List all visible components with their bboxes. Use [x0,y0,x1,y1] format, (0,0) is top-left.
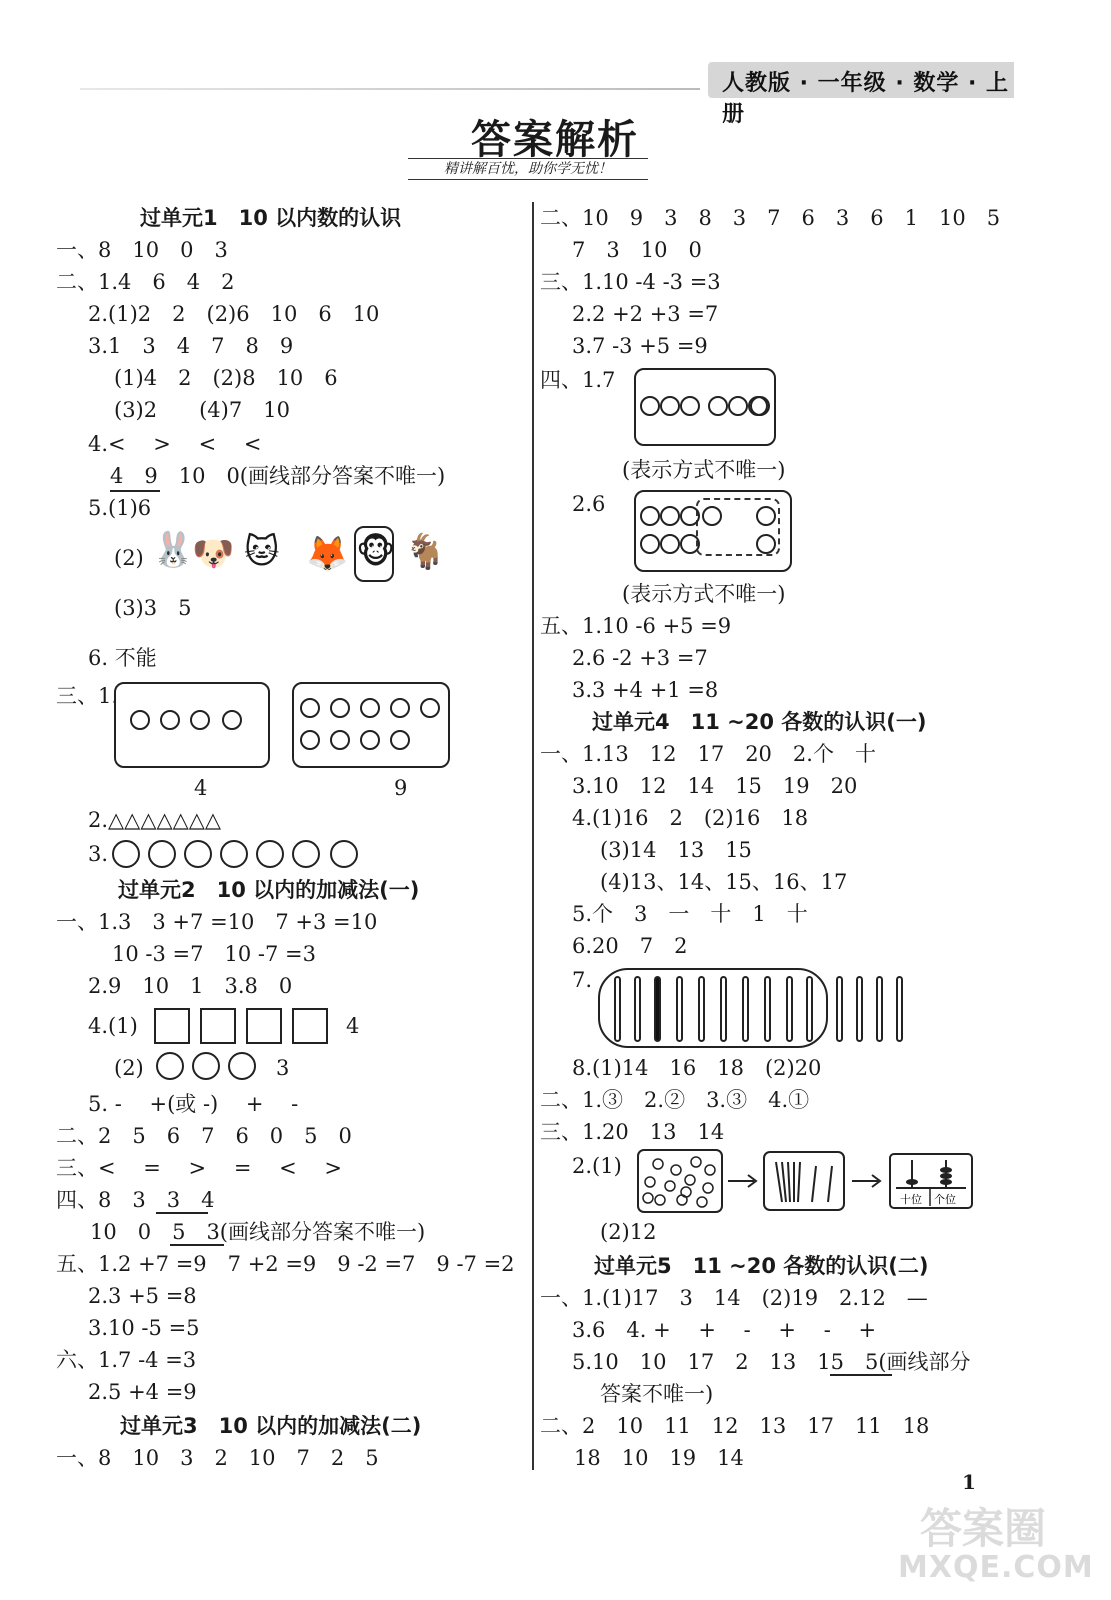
bead [940,1179,952,1185]
column-divider [532,202,534,1470]
answer-line: 答案不唯一) [600,1382,714,1406]
counting-diagram [636,1148,976,1214]
answer-line: (3)2 (4)7 10 [114,398,290,422]
watermark-text: 答案圈 [920,1504,1047,1553]
circle-mark [228,1052,256,1080]
answer-line: 二、2 5 6 7 6 0 5 0 [56,1124,352,1148]
answer-underline [110,490,160,492]
unit3-heading: 过单元3 10 以内的加减法(二) [120,1414,422,1438]
bead [940,1173,952,1179]
answer-line: 10 0 5 3(画线部分答案不唯一) [90,1220,426,1244]
stick-mark [698,976,705,1042]
circle-mark [112,840,140,868]
arrow-right-icon [728,1175,756,1187]
square-mark [154,1008,190,1044]
goat-icon: 🐐 [404,532,447,572]
circle-mark [640,396,660,416]
header-rule [80,88,700,90]
circle-mark [256,840,284,868]
unit5-heading: 过单元5 11 ~20 各数的认识(二) [594,1254,929,1278]
circle-mark [130,710,150,730]
circle-mark [160,710,180,730]
answer-line: 4.< > < < [88,432,262,456]
answer-line: (2) [114,1056,144,1080]
circle-mark [360,698,380,718]
answer-line: 2.(1)2 2 (2)6 10 6 10 [88,302,380,326]
stick-mark [764,976,771,1042]
answer-line: (1)4 2 (2)8 10 6 [114,366,338,390]
watermark-url: MXQE.COM [898,1550,1094,1585]
ones-label: 个位 [934,1193,956,1206]
answer-line: 4 [346,1014,360,1038]
answer-line: 3.6 4. + + - + - + [572,1318,877,1342]
answer-line: 2.△△△△△△△ [88,808,222,832]
stick-mark [856,976,863,1042]
bead [940,1167,952,1173]
answer-line: 2.6 -2 +3 =7 [572,646,708,670]
answer-line: (2) [114,546,144,570]
watermark-logo [890,1490,1100,1590]
stick-mark [720,976,727,1042]
tens-label: 十位 [900,1193,922,1206]
dot-marks [643,1157,715,1207]
answer-line: 3.3 +4 +1 =8 [572,678,719,702]
circle-mark [390,698,410,718]
stick-mark [836,976,843,1042]
bead [906,1179,918,1185]
circle-mark [640,534,660,554]
answer-line: 2.3 +5 =8 [88,1284,197,1308]
circle-mark [300,730,320,750]
answer-line: 四、8 3 3 4 [56,1188,215,1212]
stick-mark [896,976,903,1042]
circle-mark [756,506,776,526]
circle-mark [660,396,680,416]
circle-mark [750,396,770,416]
answer-line: 三、1.20 13 14 [540,1120,725,1144]
circle-mark [680,506,700,526]
stick-mark [742,976,749,1042]
page-title: 答案解析 [471,117,639,163]
answer-line: 7. [572,968,593,992]
stick-mark [634,976,641,1042]
answer-line: 4 [194,776,208,800]
answer-line: 2.9 10 1 3.8 0 [88,974,293,998]
unit4-heading: 过单元4 11 ~20 各数的认识(一) [592,710,927,734]
rabbit-icon: 🐰 [152,530,195,570]
answer-line: (表示方式不唯一) [622,458,786,482]
circle-mark [680,396,700,416]
circle-mark [156,1052,184,1080]
answer-line: 18 10 19 14 [574,1446,744,1470]
square-mark [292,1008,328,1044]
circle-mark [184,840,212,868]
answer-line: 2.5 +4 =9 [88,1380,197,1404]
stick-bundle-frame [598,968,828,1048]
publisher-tag [708,62,1014,127]
stick-mark-filled [654,976,661,1042]
circle-mark [220,840,248,868]
stick-mark [786,976,793,1042]
answer-line: 5.个 3 一 十 1 十 [572,902,808,926]
answer-line: 3. [88,842,109,866]
answer-line: 10 -3 =7 10 -7 =3 [112,942,316,966]
circle-frame-9 [292,682,450,768]
circle-mark [190,710,210,730]
publisher-label: 人教版 · 一年级 · 数学 · 上册 [722,71,1010,127]
circle-mark [660,506,680,526]
answer-line: 4 9 10 0(画线部分答案不唯一) [110,464,446,488]
answer-line: 3.10 -5 =5 [88,1316,200,1340]
stick-mark [806,976,813,1042]
answer-line: 5.(1)6 [88,496,152,520]
circle-mark [300,698,320,718]
answer-line: 2.2 +2 +3 =7 [572,302,719,326]
answer-line: 三、< = > = < > [56,1156,342,1180]
circle-mark [680,534,700,554]
answer-line: (4)13、14、15、16、17 [600,870,848,894]
answer-line: 3.10 12 14 15 19 20 [572,774,858,798]
unit1-heading: 过单元1 10 以内数的认识 [140,206,402,230]
answer-line: 三、1.10 -4 -3 =3 [540,270,721,294]
circle-mark [728,396,748,416]
dog-icon: 🐶 [192,534,235,574]
answer-line: (3)3 5 [114,596,192,620]
answer-line: 4.(1) [88,1014,138,1038]
answer-line: (2)12 [600,1220,657,1244]
circle-mark [330,730,350,750]
answer-line: 3.1 3 4 7 8 9 [88,334,294,358]
answer-line: 一、8 10 3 2 10 7 2 5 [56,1446,379,1470]
circle-mark [360,730,380,750]
stick-mark [676,976,683,1042]
answer-line: 3.7 -3 +5 =9 [572,334,708,358]
answer-underline [156,1212,208,1214]
answer-line: (3)14 13 15 [600,838,752,862]
answer-line: (表示方式不唯一) [622,582,786,606]
slogan: 精讲解百忧，助你学无忧！ [408,158,648,180]
circle-mark [640,506,660,526]
answer-line: 2.6 [572,492,606,516]
answer-line: 一、1.3 3 +7 =10 7 +3 =10 [56,910,378,934]
monkey-icon: 🐵 [356,532,396,572]
sticks-box [764,1152,844,1210]
fox-icon: 🦊 [306,534,349,574]
page-number: 1 [962,1470,976,1494]
cat-icon: 🐱 [244,532,280,572]
circle-mark [148,840,176,868]
answer-line: 5.10 10 17 2 13 15 5(画线部分 [572,1350,971,1374]
answer-line: 2.(1) [572,1154,622,1178]
circle-mark [222,710,242,730]
circle-mark [192,1052,220,1080]
circle-mark [390,730,410,750]
unit2-heading: 过单元2 10 以内的加减法(一) [118,878,420,902]
circle-mark [330,698,350,718]
answer-line: 7 3 10 0 [572,238,702,262]
stick-mark [614,976,621,1042]
answer-line: 一、8 10 0 3 [56,238,228,262]
answer-line: 3 [276,1056,290,1080]
circle-mark [292,840,320,868]
answer-line: 6.20 7 2 [572,934,688,958]
answer-line: 5. - +(或 -) + - [88,1092,299,1116]
answer-line: 二、10 9 3 8 3 7 6 3 6 1 10 5 [540,206,1001,230]
answer-line: 六、1.7 -4 =3 [56,1348,197,1372]
circle-mark [660,534,680,554]
answer-line: 6. 不能 [88,646,157,670]
answer-line: 9 [394,776,408,800]
circle-mark [702,506,722,526]
answer-line: 二、2 10 11 12 13 17 11 18 [540,1414,930,1438]
circle-mark [330,840,358,868]
arrow-right-icon [852,1175,880,1187]
square-mark [200,1008,236,1044]
answer-line: 一、1.(1)17 3 14 (2)19 2.12 — [540,1286,928,1310]
answer-line: 一、1.13 12 17 20 2.个 十 [540,742,876,766]
stick-mark [876,976,883,1042]
answer-line: 五、1.2 +7 =9 7 +2 =9 9 -2 =7 9 -7 =2 [56,1252,515,1276]
answer-underline [170,1244,224,1246]
circle-mark [756,534,776,554]
square-mark [246,1008,282,1044]
answer-line: 四、1.7 [540,368,616,392]
answer-line: 二、1.③ 2.② 3.③ 4.① [540,1088,810,1112]
circle-mark [708,396,728,416]
circle-mark [420,698,440,718]
answer-line: 五、1.10 -6 +5 =9 [540,614,732,638]
answer-line: 三、1. [56,684,119,708]
answer-line: 二、1.4 6 4 2 [56,270,235,294]
answer-underline [830,1374,892,1376]
answer-line: 4.(1)16 2 (2)16 18 [572,806,809,830]
stick-bundle-marks [776,1162,832,1202]
answer-line: 8.(1)14 16 18 (2)20 [572,1056,822,1080]
